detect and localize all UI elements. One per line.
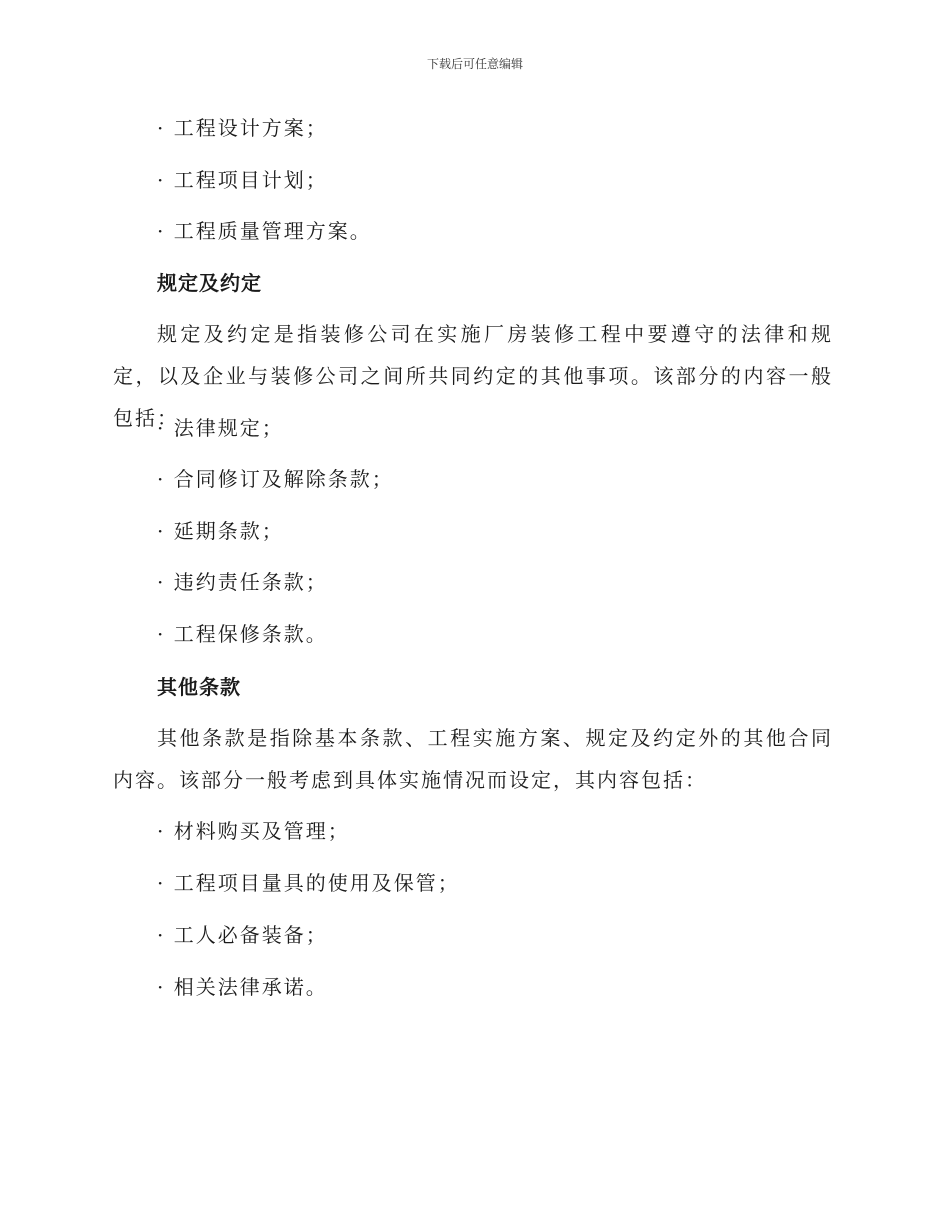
list-item: · 工程质量管理方案。 <box>157 219 372 243</box>
list-item: · 工程项目计划； <box>157 168 328 192</box>
section-paragraph-rules: 规定及约定是指装修公司在实施厂房装修工程中要遵守的法律和规定，以及企业与装修公司之间所共同约定的其他事项。该部分的内容一般包括： <box>113 322 833 430</box>
list-item: · 工程保修条款。 <box>157 622 328 646</box>
list-item: · 工程项目量具的使用及保管； <box>157 871 460 895</box>
section-title-rules: 规定及约定 <box>157 271 262 295</box>
list-item: · 工人必备装备； <box>157 923 328 947</box>
list-item: · 合同修订及解除条款； <box>157 467 394 491</box>
list-item: · 相关法律承诺。 <box>157 975 328 999</box>
list-item: · 法律规定； <box>157 416 284 440</box>
section-title-other: 其他条款 <box>157 675 241 699</box>
list-item: · 违约责任条款； <box>157 570 328 594</box>
list-item: · 延期条款； <box>157 519 284 543</box>
page-header: 下载后可任意编辑 <box>426 57 523 71</box>
list-item: · 材料购买及管理； <box>157 819 350 843</box>
section-paragraph-other: 其他条款是指除基本条款、工程实施方案、规定及约定外的其他合同内容。该部分一般考虑到具体实施情况而设定，其内容包括： <box>113 726 833 792</box>
list-item: · 工程设计方案； <box>157 116 328 140</box>
